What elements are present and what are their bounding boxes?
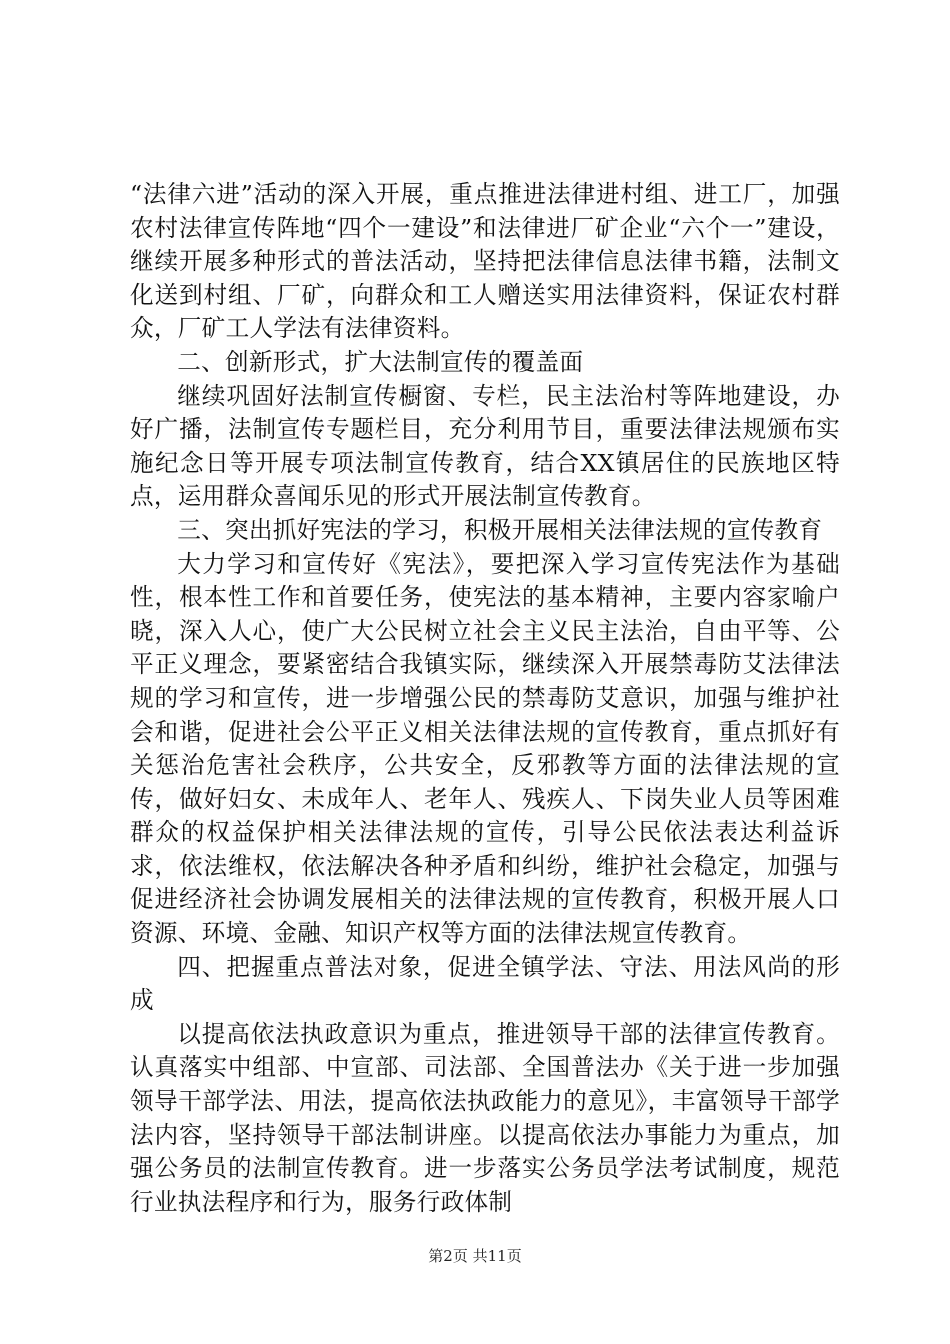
document-body (130, 178, 840, 1219)
paragraph-3: 大力学习和宣传好《宪法》，要把深入学习宣传宪法作为基础性，根本性工作和首要任务，使宪法的基本精神，主要内容家喻户晓，深入人心，使广大公民树立社会主义民主法治，自由平等、公平正义理念，要紧密结合我镇实际，继续深入开展禁毒防艾法律法规的学习和宣传，进一步增强公民的禁毒防艾意识，加强与维护社会和谐，促进社会公平正义相关法律法规的宣传教育，重点抓好有关惩治危害社会秩序，公共安全，反邪教等方面的法律法规的宣传，做好妇女、未成年人、老年人、残疾人、下岗失业人员等困难群众的权益保护相关法律法规的宣传，引导公民依法表达利益诉求，依法维权，依法解决各种矛盾和纠纷，维护社会稳定，加强与促进经济社会协调发展相关的法律法规的宣传教育，积极开展人口资源、环境、金融、知识产权等方面的法律法规宣传教育。 (130, 549, 840, 948)
section-heading-3: 三、突出抓好宪法的学习，积极开展相关法律法规的宣传教育 (177, 515, 823, 544)
section-heading-4: 四、把握重点普法对象，促进全镇学法、守法、用法风尚的形成 (130, 952, 840, 1015)
paragraph-4: 以提高依法执政意识为重点，推进领导干部的法律宣传教育。认真落实中组部、中宣部、司法部、全国普法办《关于进一步加强领导干部学法、用法，提高依法执政能力的意见》，丰富领导干部学法内容，坚持领导干部法制讲座。以提高依法办事能力为重点，加强公务员的法制宣传教育。进一步落实公务员学法考试制度，规范行业执法程序和行为，服务行政体制 (130, 1019, 840, 1216)
paragraph-2: 继续巩固好法制宣传橱窗、专栏，民主法治村等阵地建设，办好广播，法制宣传专题栏目，充分利用节目，重要法律法规颁布实施纪念日等开展专项法制宣传教育，结合XX镇居住的民族地区特点，运用群众喜闻乐见的形式开展法制宣传教育。 (130, 381, 840, 511)
section-heading-2: 二、创新形式，扩大法制宣传的覆盖面 (177, 347, 584, 376)
paragraph-1: “法律六进”活动的深入开展，重点推进法律进村组、进工厂，加强农村法律宣传阵地“四个一建设”和法律进厂矿企业“六个一”建设，继续开展多种形式的普法活动，坚持把法律信息法律书籍，法制文化送到村组、厂矿，向群众和工人赠送实用法律资料，保证农村群众，厂矿工人学法有法律资料。 (130, 180, 840, 343)
page-number-footer: 第2页 共11页 (428, 1247, 522, 1265)
